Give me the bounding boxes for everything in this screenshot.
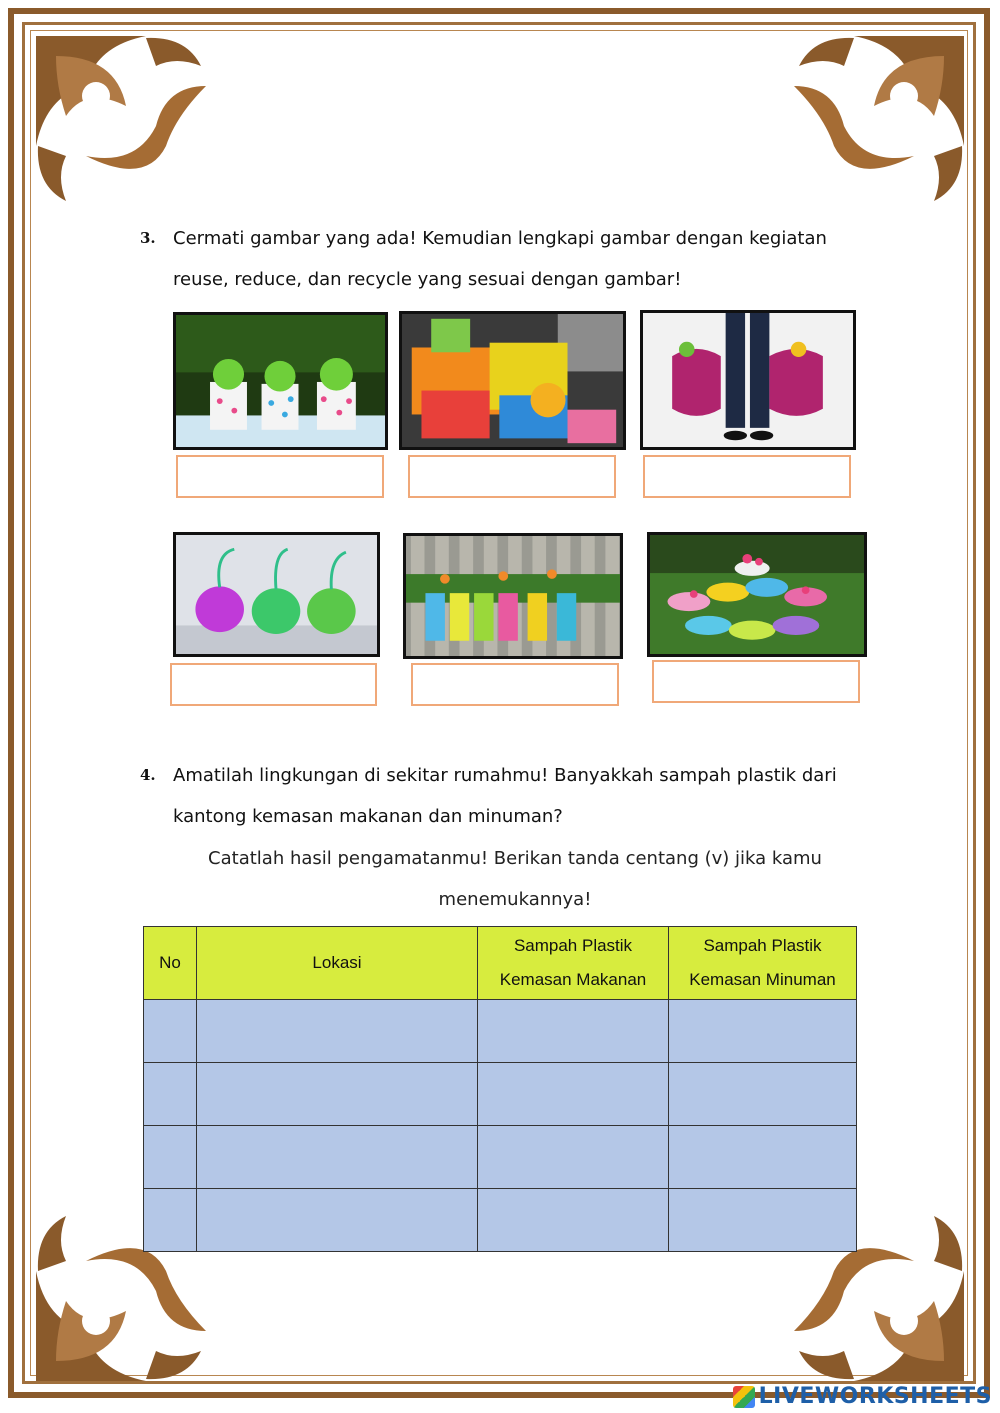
question-4 — [140, 755, 860, 837]
cell-minuman[interactable] — [669, 1126, 857, 1189]
cell-lokasi[interactable] — [197, 1189, 478, 1252]
cell-lokasi[interactable] — [197, 1000, 478, 1063]
table-row — [144, 1126, 857, 1189]
table-row — [144, 1000, 857, 1063]
question-3 — [140, 218, 860, 300]
cell-no[interactable] — [144, 1126, 197, 1189]
header-kemasan-makanan: Sampah Plastik Kemasan Makanan — [478, 927, 669, 1000]
answer-box-2[interactable] — [408, 455, 616, 498]
liveworksheets-watermark — [733, 1384, 992, 1409]
cell-no[interactable] — [144, 1189, 197, 1252]
answer-box-5[interactable] — [411, 663, 619, 706]
cell-no[interactable] — [144, 1000, 197, 1063]
cell-lokasi[interactable] — [197, 1126, 478, 1189]
bottle-piggy-banks-photo — [173, 532, 380, 657]
cell-minuman[interactable] — [669, 1063, 857, 1126]
table-row — [144, 1063, 857, 1126]
header-no: No — [144, 927, 197, 1000]
watermark-text: LIVEWORKSHEETS — [758, 1384, 992, 1409]
answer-box-3[interactable] — [643, 455, 851, 498]
reusable-shopping-bags-photo — [640, 310, 856, 450]
table-header-row — [144, 927, 857, 1000]
cell-lokasi[interactable] — [197, 1063, 478, 1126]
question-4-instruction: Catatlah hasil pengamatanmu! Berikan tanda centang (v) jika kamu menemukannya! — [208, 848, 822, 910]
cell-makanan[interactable] — [478, 1063, 669, 1126]
ornament-corner-top-left-icon — [26, 26, 216, 216]
tin-can-planters-photo — [173, 312, 388, 450]
observation-table — [143, 926, 857, 1252]
question-4-text: Amatilah lingkungan di sekitar rumahmu! Banyakkah sampah plastik dari kantong kemasan makanan dan minuman? — [173, 765, 837, 827]
table-row — [144, 1189, 857, 1252]
cell-minuman[interactable] — [669, 1000, 857, 1063]
header-kemasan-minuman: Sampah Plastik Kemasan Minuman — [669, 927, 857, 1000]
cell-makanan[interactable] — [478, 1189, 669, 1252]
answer-box-1[interactable] — [176, 455, 384, 498]
question-4-number: 4. — [140, 766, 156, 784]
answer-box-4[interactable] — [170, 663, 377, 706]
liveworksheets-logo-icon — [733, 1386, 755, 1408]
tire-garden-planters-photo — [647, 532, 867, 657]
cell-no[interactable] — [144, 1063, 197, 1126]
boot-planters-photo — [403, 533, 623, 659]
answer-box-6[interactable] — [652, 660, 860, 703]
header-lokasi: Lokasi — [197, 927, 478, 1000]
question-3-number: 3. — [140, 229, 156, 247]
cell-makanan[interactable] — [478, 1000, 669, 1063]
ornament-corner-top-right-icon — [784, 26, 974, 216]
cell-makanan[interactable] — [478, 1126, 669, 1189]
question-3-text: Cermati gambar yang ada! Kemudian lengkapi gambar dengan kegiatan reuse, reduce, dan recycle yang sesuai dengan gambar! — [173, 228, 827, 290]
plastic-wrapper-bags-photo — [399, 311, 626, 450]
cell-minuman[interactable] — [669, 1189, 857, 1252]
